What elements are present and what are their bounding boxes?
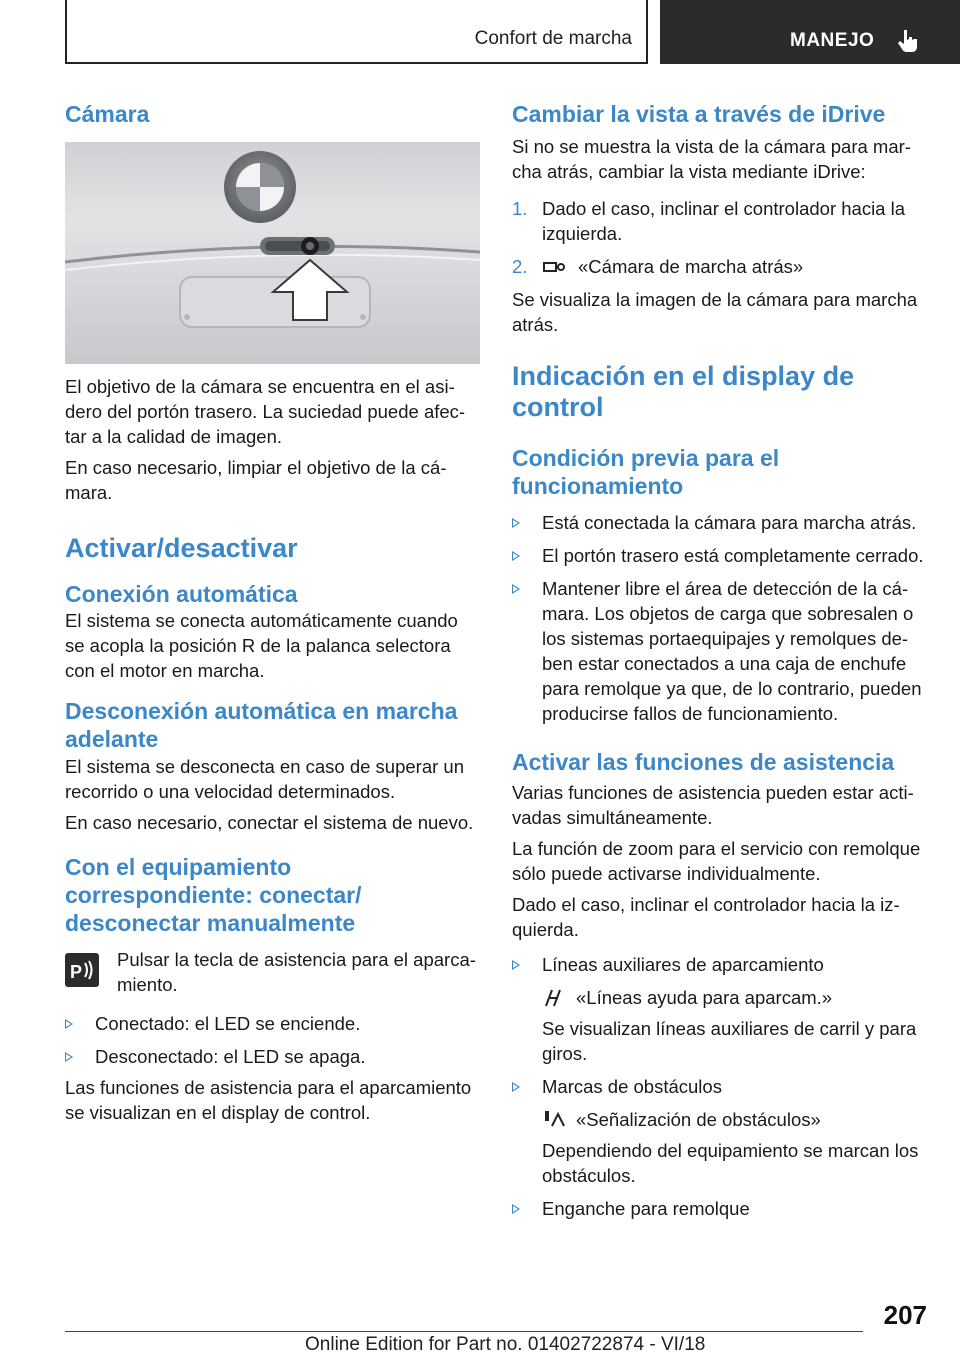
header-tab-label: MANEJO: [790, 30, 875, 51]
triangle-bullet-icon: [512, 960, 520, 970]
list-item: Conectado: el LED se enciende.: [65, 1011, 480, 1036]
footer-divider: [65, 1331, 863, 1332]
svg-text:P: P: [70, 961, 83, 982]
list-item: Marcas de obstáculos «Señalización de obstáculos» Dependiendo del equipamiento se marcan los obstáculos.: [512, 1074, 927, 1188]
obstacle-marking-icon: [542, 1108, 566, 1130]
triangle-bullet-icon: [512, 1204, 520, 1214]
precondition-list: [512, 510, 927, 726]
manual-heading: Con el equipamiento correspondiente: conectar/ desconectar manualmente: [65, 853, 362, 936]
parking-lines-icon: [542, 986, 566, 1008]
list-item: Enganche para remolque: [512, 1196, 927, 1221]
bmw-logo: [224, 151, 296, 223]
auto-disconnect-heading: Desconexión automática en marcha adelante: [65, 698, 458, 753]
assist-paragraph-2: La función de zoom para el servicio con remolque sólo puede activarse individualmente.: [512, 837, 921, 884]
idrive-steps: [512, 196, 927, 279]
display-heading: Indicación en el display de control: [512, 361, 855, 423]
manual-list: [65, 1011, 480, 1069]
rear-camera-icon: [542, 257, 568, 277]
auto-connect-heading: Conexión automática: [65, 581, 298, 608]
list-item: Mantener libre el área de detección de la cámara. Los objetos de carga que sobresalen o los sistemas portaequipajes y remolques deben estar conectados a una caja de enchufe para remolque ya que, de lo contrario, pueden producirse fallos de funcionamiento.: [512, 576, 927, 726]
triangle-bullet-icon: [512, 1082, 520, 1092]
right-column: [512, 100, 927, 1221]
triangle-bullet-icon: [512, 584, 520, 594]
precondition-heading: Condición previa para el funcionamiento: [512, 444, 780, 499]
hand-pointer-icon: [895, 28, 921, 54]
triangle-bullet-icon: [65, 1052, 73, 1062]
page-number: 207: [883, 1300, 927, 1330]
manual-after-paragraph: Las funciones de asistencia para el aparcamiento se visualizan en el display de control.: [65, 1076, 472, 1123]
camera-heading: Cámara: [65, 101, 150, 127]
assist-paragraph-1: Varias funciones de asistencia pueden estar activadas simultáneamente.: [512, 781, 914, 828]
list-item: Desconectado: el LED se apaga.: [65, 1044, 480, 1069]
list-item: Está conectada la cámara para marcha atrás.: [512, 510, 927, 535]
idrive-heading: Cambiar la vista a través de iDrive: [512, 101, 886, 127]
auto-disconnect-paragraph-1: El sistema se desconecta en caso de superar un recorrido o una velocidad determinados.: [65, 755, 465, 802]
assist-button-row: [65, 947, 480, 997]
auto-disconnect-paragraph-2: En caso necesario, conectar el sistema de nuevo.: [65, 811, 474, 833]
triangle-bullet-icon: [512, 551, 520, 561]
assist-list: [512, 952, 927, 1221]
list-item: Líneas auxiliares de aparcamiento «Líneas ayuda para aparcam.» Se visualizan líneas auxiliares de carril y para giros.: [512, 952, 927, 1066]
camera-photo: [65, 142, 480, 364]
triangle-bullet-icon: [65, 1019, 73, 1029]
triangle-bullet-icon: [512, 518, 520, 528]
left-column: [65, 100, 480, 1125]
camera-paragraph-2: En caso necesario, limpiar el objetivo de la cámara.: [65, 457, 447, 504]
list-item: 1. Dado el caso, inclinar el controlador hacia la izquierda.: [512, 198, 906, 245]
list-item: El portón trasero está completamente cerrado.: [512, 543, 927, 568]
idrive-paragraph: Si no se muestra la vista de la cámara para marcha atrás, cambiar la vista mediante iDrive:: [512, 136, 911, 183]
manual-paragraph: Pulsar la tecla de asistencia para el aparcamiento.: [117, 948, 476, 995]
camera-paragraph-1: El objetivo de la cámara se encuentra en el asidero del portón trasero. La suciedad puede afectar a la calidad de imagen.: [65, 376, 466, 448]
idrive-after-paragraph: Se visualiza la imagen de la cámara para marcha atrás.: [512, 289, 918, 336]
camera-photo-illustration: [65, 142, 480, 364]
header-section-title: Confort de marcha: [474, 28, 632, 49]
assist-heading: Activar las funciones de asistencia: [512, 748, 895, 775]
footer-edition: Online Edition for Part no. 01402722874 - VI/18: [305, 1334, 706, 1355]
header-section-box: [65, 0, 648, 64]
list-item: 2. «Cámara de marcha atrás»: [512, 256, 804, 278]
parking-assist-button-icon: [65, 953, 99, 987]
activate-heading: Activar/desactivar: [65, 533, 298, 564]
auto-connect-paragraph: El sistema se conecta automáticamente cuando se acopla la posición R de la palanca selectora con el motor en marcha.: [65, 610, 458, 682]
assist-paragraph-3: Dado el caso, inclinar el controlador hacia la izquierda.: [512, 893, 900, 940]
